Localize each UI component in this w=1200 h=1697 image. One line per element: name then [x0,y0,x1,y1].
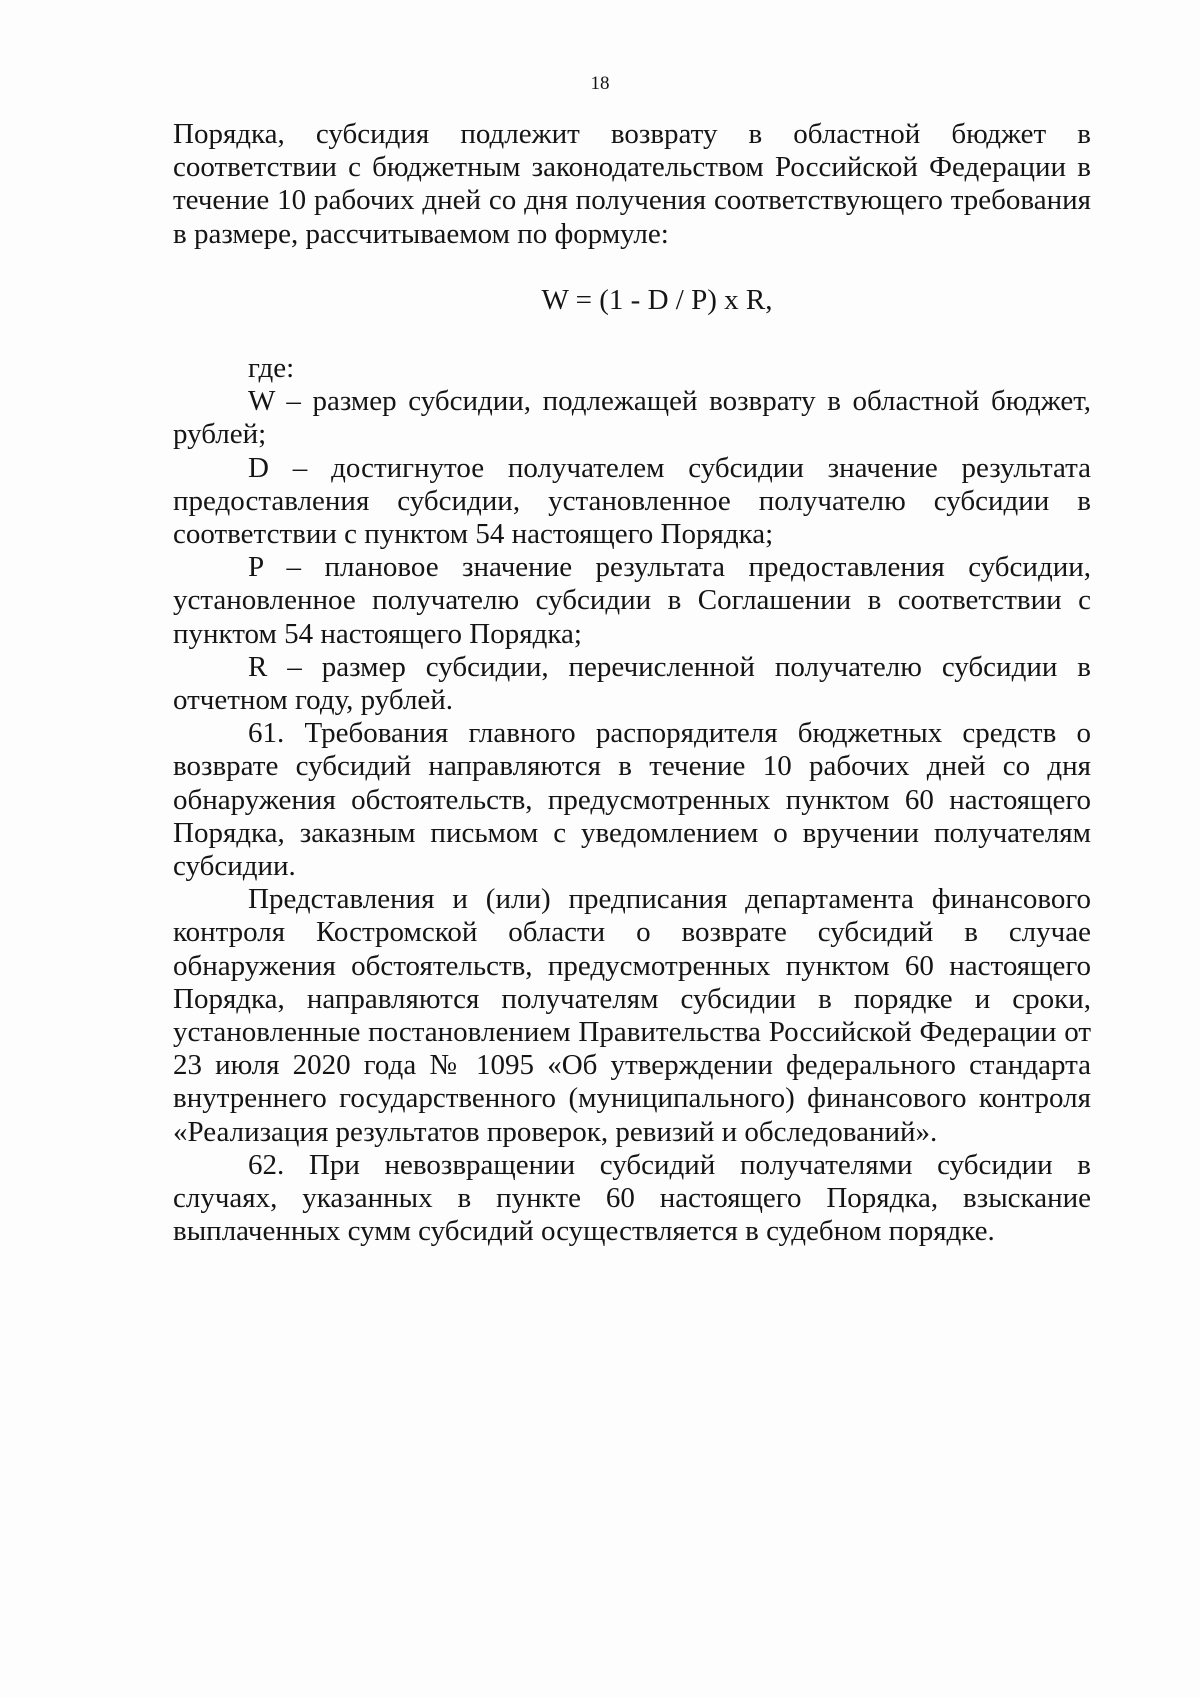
definition-d: D – достигнутое получателем субсидии значение результата предоставления субсидии, установленное получателю субсидии в соответствии с пунктом 54 настоящего Порядка; [173,451,1091,551]
paragraph-62: 62. При невозвращении субсидий получателями субсидии в случаях, указанных в пункте 60 настоящего Порядка, взыскание выплаченных сумм субсидий осуществляется в судебном порядке. [173,1148,1091,1248]
definition-w: W – размер субсидии, подлежащей возврату в областной бюджет, рублей; [173,385,1091,451]
page-number: 18 [590,73,610,94]
document-body [173,118,1091,1249]
definition-p: P – плановое значение результата предоставления субсидии, установленное получателю субсидии в Соглашении в соответствии с пунктом 54 настоящего Порядка; [173,551,1091,650]
definition-r: R – размер субсидии, перечисленной получателю субсидии в отчетном году, рублей. [173,650,1091,717]
formula: W = (1 - D / P) x R, [541,283,773,316]
paragraph-61: 61. Требования главного распорядителя бюджетных средств о возврате субсидий направляются в течение 10 рабочих дней со дня обнаружения обстоятельств, предусмотренных пунктом 60 настоящего Порядка, заказным письмом с уведомлением о вручении получателям субсидии. [173,717,1091,883]
paragraph-intro: Порядка, субсидия подлежит возврату в областной бюджет в соответствии с бюджетным законодательством Российской Федерации в течение 10 рабочих дней со дня получения соответствующего требования в размере, рассчитываемом по формуле: [173,118,1091,250]
paragraph-where: где: [248,352,295,385]
paragraph-61-representations: Представления и (или) предписания департамента финансового контроля Костромской области о возврате субсидий в случае обнаружения обстоятельств, предусмотренных пунктом 60 настоящего Порядка, направляются получателям субсидии в порядке и сроки, установленные постановлением Правительства Российской Федерации от 23 июля 2020 года № 1095 «Об утверждении федерального стандарта внутреннего государственного (муниципального) финансового контроля «Реализация результатов проверок, ревизий и обследований». [173,883,1091,1148]
